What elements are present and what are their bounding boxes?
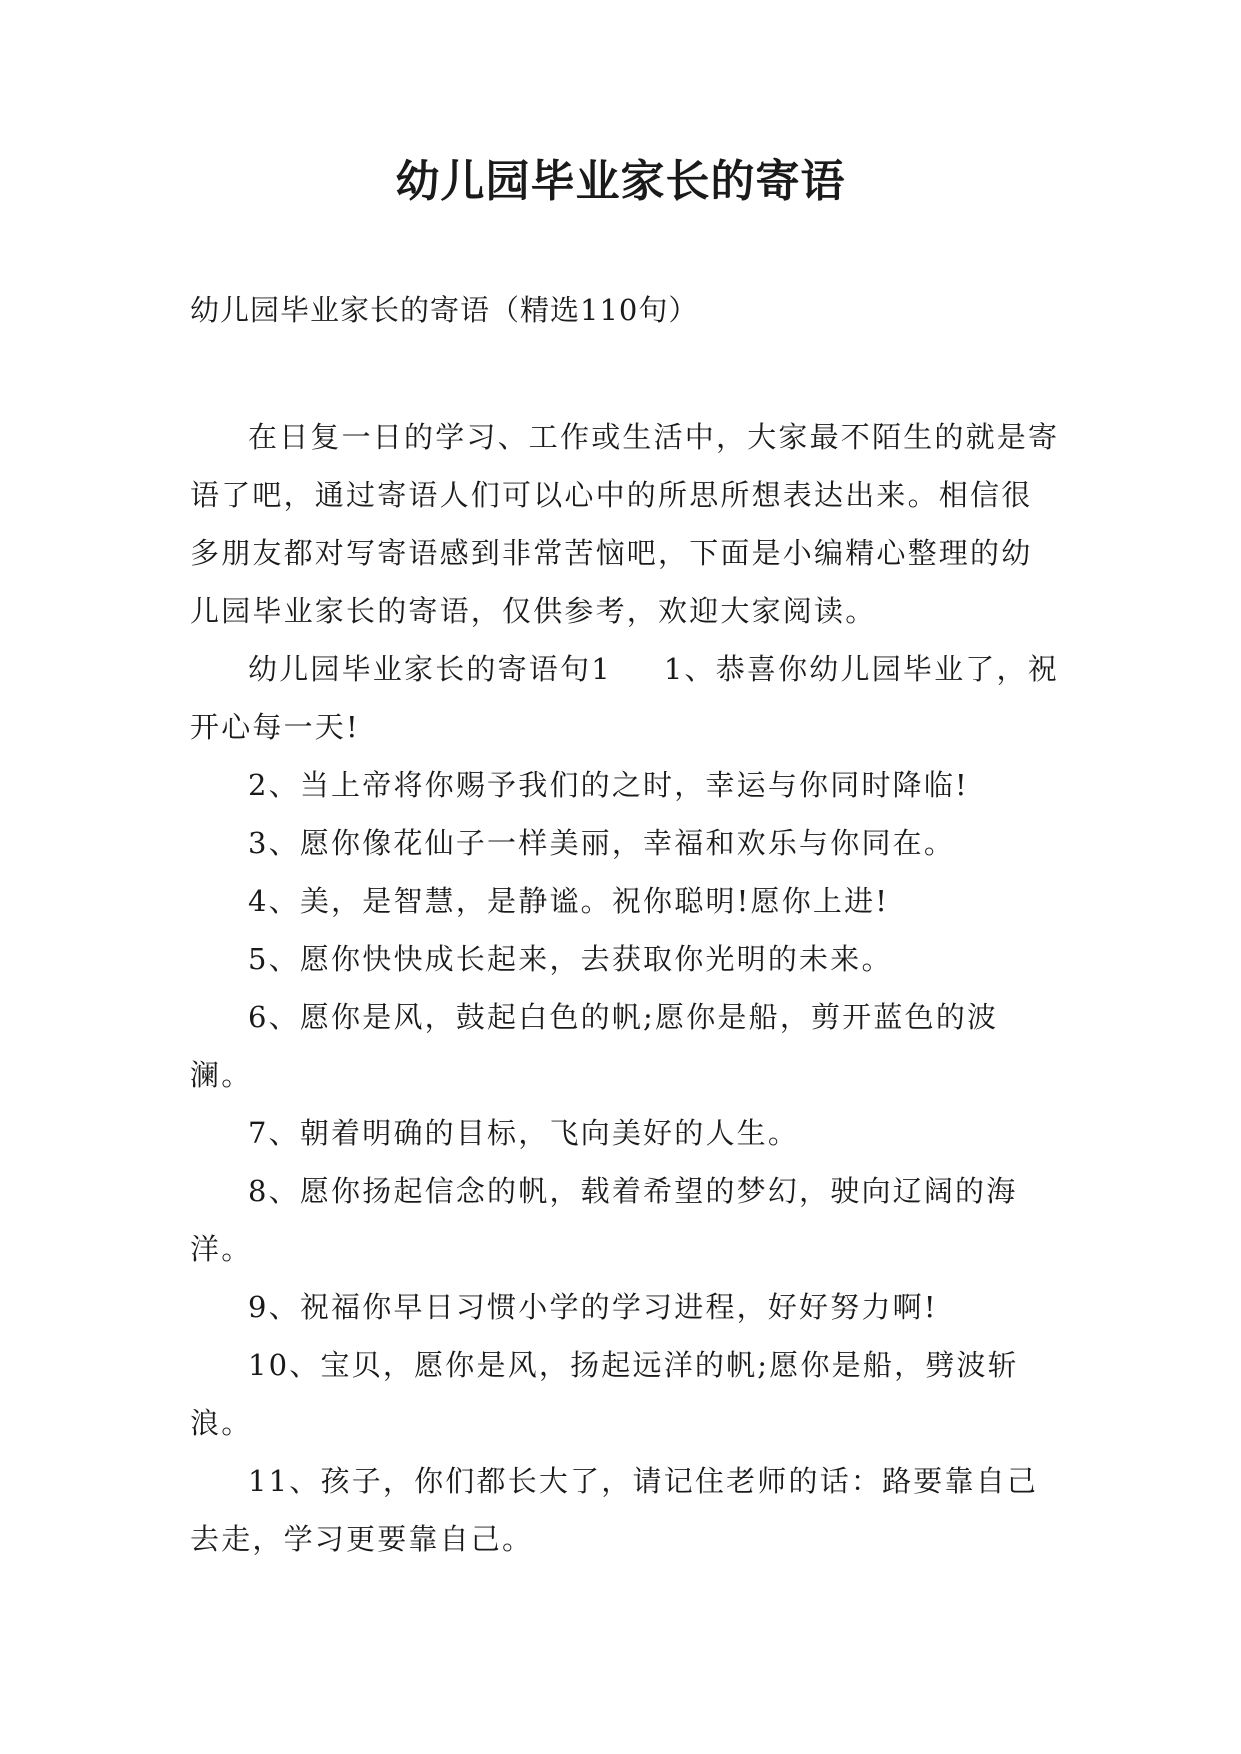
intro-paragraph: 在日复一日的学习、工作或生活中，大家最不陌生的就是寄语了吧，通过寄语人们可以心中的所思所想表达出来。相信很多朋友都对写寄语感到非常苦恼吧，下面是小编精心整理的幼儿园毕业家长的寄语，仅供参考，欢迎大家阅读。	[190, 420, 1060, 628]
document-body	[190, 408, 1060, 1568]
list-item: 7、朝着明确的目标，飞向美好的人生。	[248, 1116, 800, 1150]
list-item: 9、祝福你早日习惯小学的学习进程，好好努力啊!	[248, 1290, 938, 1324]
section-paragraph	[190, 640, 1060, 756]
list-item: 1、恭喜你幼儿园毕业了，祝开心每一天!	[190, 652, 1059, 744]
list-item: 8、愿你扬起信念的帆，载着希望的梦幻，驶向辽阔的海洋。	[190, 1174, 1018, 1266]
document-subtitle: 幼儿园毕业家长的寄语（精选110句）	[190, 293, 699, 327]
list-item: 5、愿你快快成长起来，去获取你光明的未来。	[248, 942, 893, 976]
list-item: 11、孩子，你们都长大了，请记住老师的话：路要靠自己去走，学习更要靠自己。	[190, 1464, 1039, 1556]
document-title: 幼儿园毕业家长的寄语	[395, 156, 846, 207]
list-item: 2、当上帝将你赐予我们的之时，幸运与你同时降临!	[248, 768, 969, 802]
section-heading: 幼儿园毕业家长的寄语句1	[248, 652, 612, 686]
list-item: 6、愿你是风，鼓起白色的帆;愿你是船，剪开蓝色的波澜。	[190, 1000, 999, 1092]
list-item: 4、美，是智慧，是静谧。祝你聪明!愿你上进!	[248, 884, 890, 918]
list-item: 10、宝贝，愿你是风，扬起远洋的帆;愿你是船，劈波斩浪。	[190, 1348, 1019, 1440]
list-item: 3、愿你像花仙子一样美丽，幸福和欢乐与你同在。	[248, 826, 956, 860]
